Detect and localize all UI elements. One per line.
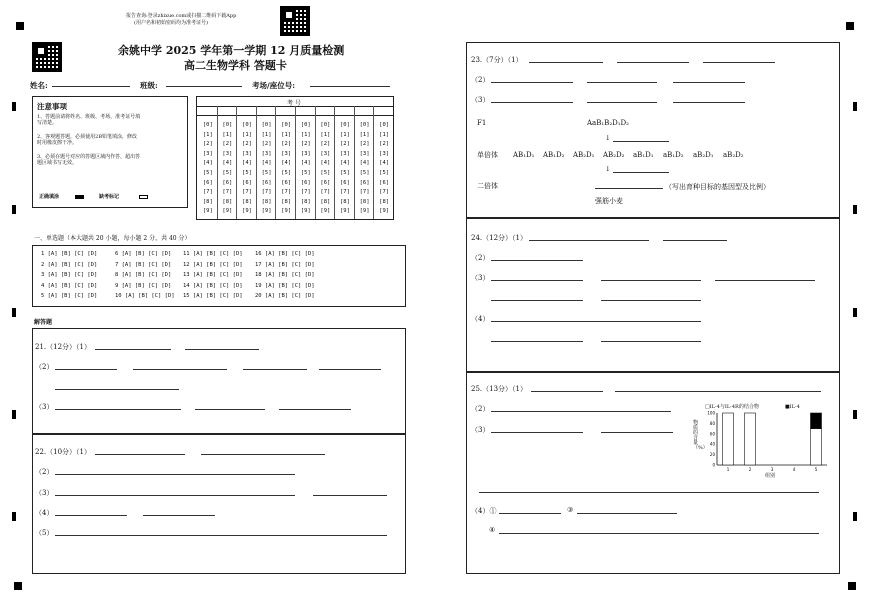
exam-number-bubble[interactable]: [8]: [222, 198, 233, 205]
q23-box: [466, 42, 840, 218]
haploid-genotype: AB₂D₁: [573, 151, 595, 159]
chart-x-label: 组别: [765, 473, 776, 479]
q25-part2-label: （2）: [471, 405, 490, 413]
haploid-genotype: AB₂D₂: [603, 151, 625, 159]
chart-bar-complex: [811, 429, 822, 465]
chart-bar-complex: [745, 413, 756, 465]
q25-part3-label: （3）: [471, 426, 490, 434]
q21-2-blank-d[interactable]: [319, 369, 381, 370]
exam-number-bubble[interactable]: [1]: [339, 131, 350, 138]
exam-number-bubble[interactable]: [5]: [242, 170, 252, 176]
q23-f1-label: F1: [477, 119, 487, 127]
exam-number-bubble[interactable]: [6]: [379, 179, 390, 186]
q25-4-blank-4[interactable]: [499, 533, 819, 534]
mc-question-3[interactable]: 3 [A] [B] [C] [D]: [41, 272, 98, 278]
report-query-line: 报告查询:登录zhixue.com或扫描二维码下载App: [126, 13, 237, 19]
exam-number-bubble[interactable]: [6]: [339, 179, 350, 186]
q23-wheat-label: 强筋小麦: [595, 197, 623, 205]
exam-number-bubble[interactable]: [7]: [202, 189, 213, 196]
exam-number-bubble[interactable]: [6]: [281, 179, 292, 186]
q25-chart-blank[interactable]: [479, 492, 819, 493]
exam-number-bubble[interactable]: [9]: [202, 208, 213, 215]
exam-number-bubble[interactable]: [9]: [261, 208, 272, 215]
haploid-genotype: aB₂D₂: [723, 151, 744, 159]
notice-item-3: 3、必须在题号对应的答题区域内作答，超出答题区域书写无效。: [37, 154, 141, 167]
exam-number-bubble[interactable]: [6]: [242, 179, 252, 186]
exam-number-bubble[interactable]: [4]: [242, 160, 252, 167]
q24-3-blank-b[interactable]: [601, 280, 701, 281]
bar-chart: [703, 411, 829, 475]
exam-number-bubble[interactable]: [8]: [379, 198, 390, 205]
exam-number-bubble[interactable]: [8]: [320, 198, 331, 205]
exam-number-bubble[interactable]: [1]: [320, 131, 331, 138]
exam-number-bubble[interactable]: [6]: [320, 179, 331, 186]
exam-number-bubble[interactable]: [7]: [379, 189, 390, 196]
exam-number-bubble[interactable]: [1]: [300, 131, 311, 138]
q24-part2-label: （2）: [471, 254, 490, 262]
q22-box: [32, 434, 406, 574]
haploid-genotype: AB₁D₁: [513, 151, 535, 159]
chart-y-tick-label: 0: [712, 462, 715, 468]
q23-arrow-1: ↓: [605, 134, 611, 142]
mc-question-11[interactable]: 11 [A] [B] [C] [D]: [183, 251, 243, 257]
q24-box: [466, 218, 840, 372]
seat-label: 考场/座位号:: [252, 81, 296, 90]
exam-number-bubble[interactable]: [7]: [281, 189, 292, 196]
correct-fill-label: 正确填涂: [39, 194, 60, 200]
q21-3-blank-c[interactable]: [279, 409, 351, 410]
mc-question-20[interactable]: 20 [A] [B] [C] [D]: [255, 293, 315, 299]
q22-part2-label: （2）: [35, 468, 54, 476]
q23-method-blank-2[interactable]: [613, 172, 669, 173]
exam-number-bubble[interactable]: [7]: [242, 189, 252, 196]
exam-number-bubble[interactable]: [3]: [320, 150, 331, 157]
q22-3-blank-a[interactable]: [55, 495, 295, 496]
correct-fill-sample: [75, 195, 84, 199]
exam-number-bubble[interactable]: [8]: [281, 198, 292, 205]
exam-number-bubble[interactable]: [3]: [300, 150, 311, 157]
notice-item-2: 2、客观题答题，必须使用2B铅笔填涂，修改时用橡皮擦干净。: [37, 134, 138, 147]
mc-question-19[interactable]: 19 [A] [B] [C] [D]: [255, 282, 315, 289]
exam-number-row: [198, 141, 394, 147]
exam-number-bubble[interactable]: [5]: [222, 170, 233, 176]
exam-number-bubble[interactable]: [0]: [222, 122, 233, 128]
exam-number-bubble[interactable]: [3]: [242, 150, 252, 157]
chart-bar-complex: [723, 413, 734, 465]
q21-2-blank-c[interactable]: [243, 369, 307, 370]
q23-3-blank-b[interactable]: [587, 102, 657, 103]
side-mark: [853, 512, 857, 521]
exam-number-bubble[interactable]: [3]: [379, 150, 390, 157]
q24-3-blank-e[interactable]: [601, 300, 701, 301]
exam-number-bubble[interactable]: [4]: [379, 160, 390, 167]
exam-number-bubble[interactable]: [5]: [281, 170, 292, 176]
q25-3-blank-b[interactable]: [601, 432, 673, 433]
q25-part4-3-label: ③: [567, 506, 574, 514]
q25-part4-4-label: ④: [489, 526, 496, 534]
exam-number-bubble[interactable]: [4]: [359, 160, 370, 167]
exam-number-bubble[interactable]: [8]: [339, 198, 350, 205]
side-mark: [853, 205, 857, 214]
q21-2-blank-e[interactable]: [55, 389, 179, 390]
q22-4-blank-a[interactable]: [55, 515, 127, 516]
exam-number-bubble[interactable]: [5]: [379, 170, 390, 176]
exam-number-bubble[interactable]: [2]: [300, 141, 311, 148]
q23-part3-label: （3）: [471, 96, 490, 104]
exam-number-bubble[interactable]: [3]: [261, 150, 272, 157]
exam-number-bubble[interactable]: [3]: [222, 150, 233, 157]
exam-number-bubble[interactable]: [2]: [261, 141, 272, 148]
exam-number-bubble[interactable]: [1]: [202, 131, 213, 138]
exam-number-bubble[interactable]: [1]: [261, 131, 272, 138]
q23-part2-label: （2）: [471, 76, 490, 84]
chart-bar-il4: [811, 413, 822, 429]
exam-number-bubble[interactable]: [6]: [261, 179, 272, 186]
mc-question-6[interactable]: 6 [A] [B] [C] [D]: [115, 251, 172, 257]
exam-number-bubble[interactable]: [6]: [222, 179, 233, 186]
q21-box: [32, 328, 406, 434]
exam-number-bubble[interactable]: [4]: [202, 160, 213, 167]
q23-2-blank-c[interactable]: [673, 82, 745, 83]
q23-diploid-blank[interactable]: [595, 188, 663, 189]
exam-number-bubble[interactable]: [8]: [300, 198, 311, 205]
exam-number-bubble[interactable]: [0]: [320, 122, 331, 128]
mc-answer-box: [32, 245, 406, 307]
q23-label: 23.（7分）（1）: [471, 56, 523, 64]
exam-number-row: [198, 132, 394, 138]
exam-number-bubble[interactable]: [4]: [222, 160, 233, 167]
side-mark: [853, 308, 857, 317]
mc-question-15[interactable]: 15 [A] [B] [C] [D]: [183, 293, 243, 299]
q23-3-blank-c[interactable]: [673, 102, 745, 103]
q25-1-blank-a[interactable]: [531, 391, 603, 392]
chart-y-tick-label: 60: [709, 431, 715, 437]
q25-1-blank-b[interactable]: [615, 391, 821, 392]
q22-2-blank[interactable]: [55, 474, 295, 475]
q22-5-blank[interactable]: [55, 535, 387, 536]
haploid-genotype: aB₂D₁: [693, 151, 714, 159]
exam-number-bubble[interactable]: [4]: [281, 160, 292, 167]
exam-number-bubble[interactable]: [9]: [320, 208, 331, 215]
exam-number-bubble[interactable]: [4]: [300, 160, 311, 167]
q23-haploid-label: 单倍体: [477, 151, 498, 159]
mc-question-16[interactable]: 16 [A] [B] [C] [D]: [255, 251, 315, 257]
q24-4-blank-b[interactable]: [491, 341, 583, 342]
exam-number-bubble[interactable]: [0]: [281, 122, 292, 128]
exam-number-bubble[interactable]: [5]: [300, 170, 311, 176]
mc-question-10[interactable]: 10 [A] [B] [C] [D]: [115, 293, 175, 299]
chart-x-tick-label: 4: [792, 467, 796, 472]
exam-number-bubble[interactable]: [7]: [222, 189, 233, 196]
q25-part4-label: （4）①: [471, 507, 497, 515]
q21-1-blank-a[interactable]: [95, 349, 171, 350]
chart-x-tick-label: 3: [770, 467, 774, 472]
exam-number-bubble[interactable]: [2]: [242, 141, 252, 148]
exam-subtitle: 高二生物学科 答题卡: [184, 59, 287, 72]
exam-number-bubble[interactable]: [1]: [379, 131, 390, 138]
exam-number-bubble[interactable]: [2]: [202, 141, 213, 148]
q22-1-blank-a[interactable]: [95, 454, 185, 455]
registration-mark-br: [848, 582, 856, 590]
chart-y-label: 物质的含量（%）: [693, 420, 708, 451]
q24-4-blank-c[interactable]: [601, 341, 701, 342]
exam-number-bubble[interactable]: [3]: [339, 150, 350, 157]
notice-item-1: 1、答题前请将姓名、班级、考场、准考证号填写清楚。: [37, 114, 141, 127]
exam-number-bubble[interactable]: [7]: [300, 189, 311, 196]
q22-part4-label: （4）: [35, 509, 54, 517]
missing-mark-label: 缺考标记: [99, 194, 120, 200]
mc-question-14[interactable]: 14 [A] [B] [C] [D]: [183, 282, 243, 289]
mc-question-7[interactable]: 7 [A] [B] [C] [D]: [115, 261, 172, 268]
q23-2-blank-a[interactable]: [491, 82, 573, 83]
q24-3-blank-d[interactable]: [491, 300, 583, 301]
exam-number-bubble[interactable]: [4]: [320, 160, 331, 167]
mc-question-13[interactable]: 13 [A] [B] [C] [D]: [183, 272, 243, 278]
mc-question-18[interactable]: 18 [A] [B] [C] [D]: [255, 272, 315, 278]
exam-number-bubble[interactable]: [1]: [359, 131, 370, 138]
mc-question-1[interactable]: 1 [A] [B] [C] [D]: [41, 251, 98, 257]
q24-3-blank-a[interactable]: [491, 280, 583, 281]
q21-part2-label: （2）: [35, 363, 54, 371]
qr-code-top: [280, 6, 310, 36]
chart-x-tick-label: 5: [814, 467, 818, 472]
exam-number-bubble[interactable]: [9]: [222, 208, 233, 215]
exam-number-bubble[interactable]: [5]: [202, 170, 213, 176]
exam-number-bubble[interactable]: [0]: [202, 122, 213, 128]
exam-number-bubble[interactable]: [0]: [242, 122, 252, 128]
q24-label: 24.（12分）（1）: [471, 234, 527, 242]
side-mark: [12, 102, 16, 111]
exam-number-bubble[interactable]: [9]: [281, 208, 292, 215]
q24-1-blank-a[interactable]: [529, 240, 649, 241]
chart-x-tick-label: 1: [726, 467, 730, 472]
q23-2-blank-b[interactable]: [587, 82, 657, 83]
exam-number-bubble[interactable]: [9]: [379, 208, 390, 215]
exam-number-bubble[interactable]: [2]: [379, 141, 390, 148]
q25-2-blank[interactable]: [491, 411, 671, 412]
exam-number-row: [198, 208, 394, 214]
notice-title: 注意事项: [37, 102, 67, 111]
exam-number-grid: [196, 96, 394, 220]
exam-number-bubble[interactable]: [9]: [300, 208, 311, 215]
exam-number-row: [198, 189, 394, 195]
chart-y-tick-label: 40: [709, 441, 715, 447]
exam-number-bubble[interactable]: [7]: [320, 189, 331, 196]
exam-number-bubble[interactable]: [3]: [202, 150, 213, 157]
exam-number-bubble[interactable]: [5]: [359, 170, 370, 176]
section1-title: 一、单选题（本大题共 20 小题，每小题 2 分，共 40 分）: [34, 235, 191, 242]
q22-part5-label: （5）: [35, 529, 54, 537]
exam-number-bubble[interactable]: [5]: [320, 170, 331, 176]
q24-4-blank-a[interactable]: [491, 321, 701, 322]
q21-3-blank-a[interactable]: [55, 409, 181, 410]
exam-number-row: [198, 180, 394, 186]
name-label: 姓名:: [30, 81, 48, 90]
exam-number-bubble[interactable]: [8]: [261, 198, 272, 205]
q24-3-blank-c[interactable]: [715, 280, 815, 281]
qr-code-left: [32, 42, 62, 72]
q23-diploid-note: （写出育种目标的基因型及比例）: [665, 183, 770, 191]
q24-1-blank-b[interactable]: [663, 240, 727, 241]
haploid-genotype: AB₁D₂: [543, 151, 565, 159]
exam-number-bubble[interactable]: [9]: [339, 208, 350, 215]
side-mark: [12, 205, 16, 214]
exam-number-row: [198, 122, 394, 128]
q24-part4-label: （4）: [471, 315, 490, 323]
exam-number-bubble[interactable]: [8]: [242, 198, 252, 205]
q23-1-blank-c[interactable]: [703, 62, 775, 63]
side-mark: [853, 102, 857, 111]
registration-mark-tr: [846, 22, 854, 30]
exam-number-bubble[interactable]: [6]: [202, 179, 213, 186]
q23-f1-genotype: AaB₁B₂D₁D₂: [587, 119, 629, 127]
q21-part3-label: （3）: [35, 403, 54, 411]
chart-x-tick-label: 2: [748, 467, 752, 472]
exam-number-bubble[interactable]: [9]: [242, 208, 252, 215]
exam-number-bubble[interactable]: [2]: [359, 141, 370, 148]
name-field[interactable]: [52, 86, 130, 87]
exam-number-bubble[interactable]: [7]: [359, 189, 370, 196]
q22-1-blank-b[interactable]: [201, 454, 325, 455]
exam-title: 余姚中学 2025 学年第一学期 12 月质量检测: [118, 44, 345, 57]
side-mark: [12, 410, 16, 419]
exam-number-bubble[interactable]: [6]: [359, 179, 370, 186]
notice-box: [32, 96, 188, 208]
exam-number-bubble[interactable]: [8]: [202, 198, 213, 205]
side-mark: [12, 308, 16, 317]
exam-number-bubble[interactable]: [1]: [242, 131, 252, 138]
q21-2-blank-b[interactable]: [133, 369, 227, 370]
mc-question-4[interactable]: 4 [A] [B] [C] [D]: [41, 282, 98, 289]
q24-part3-label: （3）: [471, 274, 490, 282]
exam-number-bubble[interactable]: [5]: [339, 170, 350, 176]
exam-number-bubble[interactable]: [3]: [281, 150, 292, 157]
exam-number-header: 考 号: [287, 100, 301, 107]
chart-y-tick-label: 100: [707, 411, 715, 416]
exam-number-bubble[interactable]: [4]: [261, 160, 272, 167]
q25-box: [466, 372, 840, 574]
exam-number-bubble[interactable]: [0]: [261, 122, 272, 128]
exam-number-bubble[interactable]: [9]: [359, 208, 370, 215]
missing-mark-box[interactable]: [139, 195, 148, 199]
q24-2-blank[interactable]: [491, 260, 583, 261]
exam-number-row: [198, 170, 394, 176]
q22-part3-label: （3）: [35, 489, 54, 497]
mc-question-17[interactable]: 17 [A] [B] [C] [D]: [255, 261, 315, 268]
registration-mark-bl: [14, 582, 22, 590]
exam-number-bubble[interactable]: [1]: [222, 131, 233, 138]
exam-number-bubble[interactable]: [3]: [359, 150, 370, 157]
q23-method-blank-1[interactable]: [613, 141, 669, 142]
q23-3-blank-a[interactable]: [491, 102, 573, 103]
class-field[interactable]: [166, 86, 242, 87]
q21-2-blank-a[interactable]: [55, 369, 117, 370]
exam-number-bubble[interactable]: [2]: [339, 141, 350, 148]
q25-4-blank-1[interactable]: [499, 513, 561, 514]
chart-y-tick-label: 80: [709, 420, 715, 426]
q25-label: 25.（13分）（1）: [471, 385, 527, 393]
seat-field[interactable]: [310, 86, 390, 87]
q21-1-blank-b[interactable]: [185, 349, 259, 350]
q23-1-blank-a[interactable]: [529, 62, 603, 63]
mc-question-5[interactable]: 5 [A] [B] [C] [D]: [41, 293, 98, 299]
haploid-genotype: aB₁D₂: [663, 151, 684, 159]
mc-question-2[interactable]: 2 [A] [B] [C] [D]: [41, 261, 98, 268]
mc-question-9[interactable]: 9 [A] [B] [C] [D]: [115, 282, 172, 289]
q22-3-blank-b[interactable]: [313, 495, 387, 496]
exam-number-bubble[interactable]: [0]: [359, 122, 370, 128]
exam-number-bubble[interactable]: [2]: [222, 141, 233, 148]
chart-legend-complex: □IL-4与IL-4R的结合物: [705, 404, 759, 410]
q25-4-blank-3[interactable]: [577, 513, 677, 514]
exam-number-bubble[interactable]: [7]: [261, 189, 272, 196]
exam-number-bubble[interactable]: [4]: [339, 160, 350, 167]
q23-arrow-2: ↓: [605, 165, 611, 173]
mc-question-8[interactable]: 8 [A] [B] [C] [D]: [115, 272, 172, 278]
section2-title: 解答题: [34, 319, 53, 326]
exam-number-bubble[interactable]: [1]: [281, 131, 292, 138]
exam-number-bubble[interactable]: [8]: [359, 198, 370, 205]
side-mark: [12, 512, 16, 521]
q21-label: 21.（12分）（1）: [35, 343, 91, 351]
side-mark: [853, 410, 857, 419]
exam-number-bubble[interactable]: [0]: [339, 122, 350, 128]
q25-3-blank-a[interactable]: [491, 432, 583, 433]
report-query-note: (用户名和初始密码均为准考证号): [134, 20, 208, 26]
chart-legend-il4: ■IL-4: [785, 404, 800, 410]
registration-mark-tl: [16, 22, 24, 30]
exam-number-bubble[interactable]: [2]: [320, 141, 331, 148]
exam-number-bubble[interactable]: [6]: [300, 179, 311, 186]
exam-number-bubble[interactable]: [0]: [379, 122, 390, 128]
exam-number-bubble[interactable]: [2]: [281, 141, 292, 148]
q23-1-blank-b[interactable]: [617, 62, 689, 63]
exam-number-bubble[interactable]: [7]: [339, 189, 350, 196]
haploid-genotype: aB₁D₁: [633, 151, 654, 159]
q22-4-blank-b[interactable]: [143, 515, 215, 516]
mc-question-12[interactable]: 12 [A] [B] [C] [D]: [183, 261, 243, 268]
q23-diploid-label: 二倍体: [477, 182, 498, 190]
q22-label: 22.（10分）（1）: [35, 448, 91, 456]
exam-number-bubble[interactable]: [0]: [300, 122, 311, 128]
class-label: 班级:: [140, 81, 158, 90]
exam-number-row: [198, 160, 394, 166]
exam-number-bubble[interactable]: [5]: [261, 170, 272, 176]
chart-y-tick-label: 20: [709, 452, 715, 458]
exam-number-row: [198, 199, 394, 205]
exam-number-row: [198, 151, 394, 157]
q21-3-blank-b[interactable]: [195, 409, 265, 410]
